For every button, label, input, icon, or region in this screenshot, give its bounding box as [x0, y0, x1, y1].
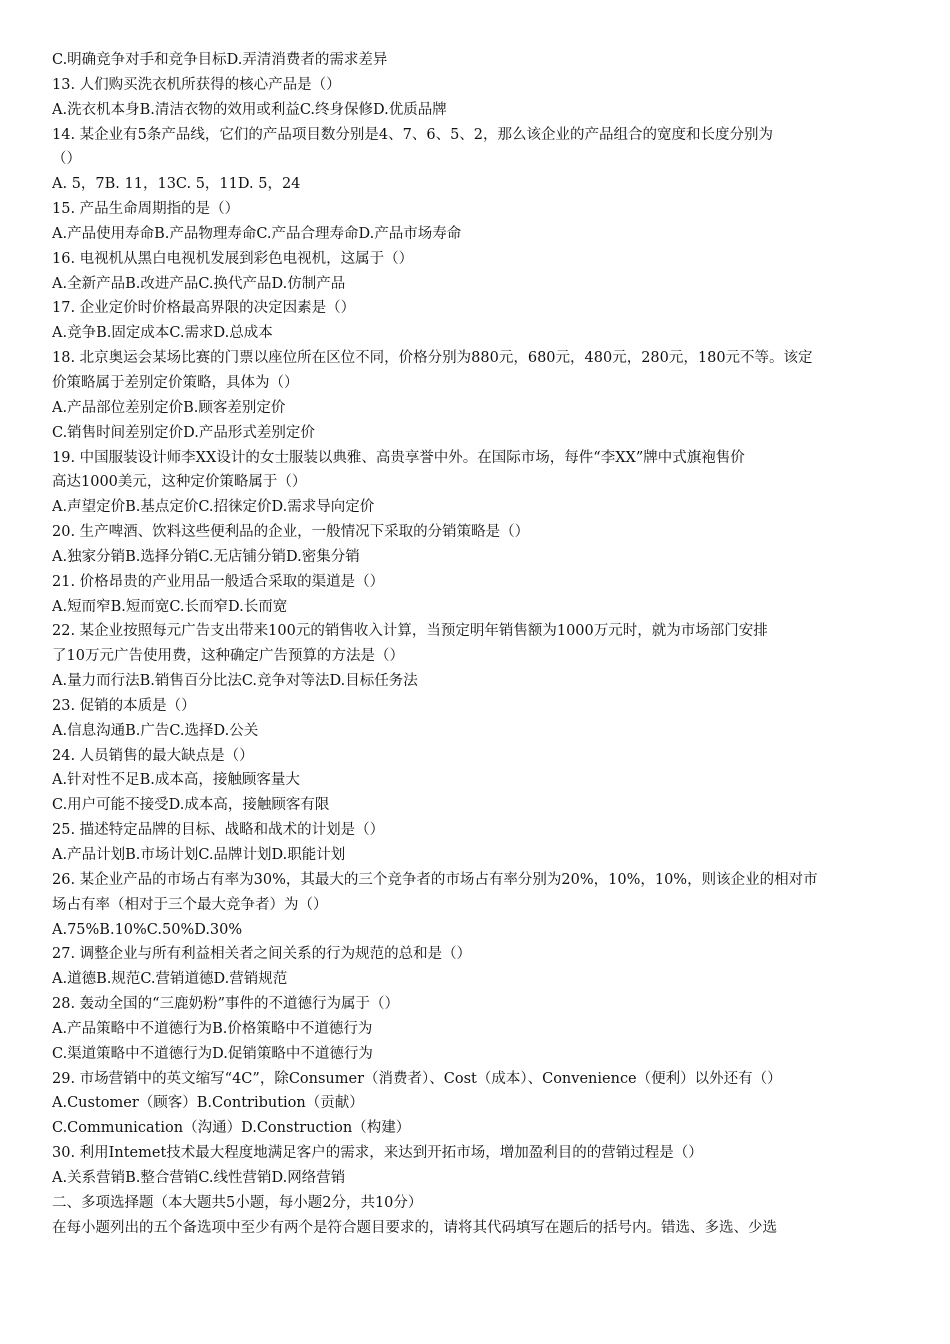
text-line: A.关系营销B.整合营销C.线性营销D.网络营销 — [52, 1169, 346, 1186]
text-line: 28. 轰动全国的“三鹿奶粉”事件的不道德行为属于（） — [52, 996, 399, 1013]
text-line: A.产品计划B.市场计划C.品牌计划D.职能计划 — [52, 847, 346, 863]
text-line: A.声望定价B.基点定价C.招徕定价D.需求导向定价 — [52, 499, 375, 516]
text-line: C.Communication（沟通）D.Construction（构建） — [52, 1120, 411, 1137]
text-line: 18. 北京奥运会某场比赛的门票以座位所在区位不同，价格分别为880元，680元，480元，280元，180元不等。该定 — [52, 350, 813, 367]
text-line: A.独家分销B.选择分销C.无店铺分销D.密集分销 — [52, 548, 360, 565]
text-line: 25. 描述特定品牌的目标、战略和战术的计划是（） — [52, 822, 385, 839]
text-line: A. 5，7B. 11，13C. 5，11D. 5，24 — [52, 176, 301, 193]
text-line: A.信息沟通B.广告C.选择D.公关 — [52, 722, 259, 739]
text-line: 了10万元广告使用费，这种确定广告预算的方法是（） — [52, 648, 404, 665]
text-line: 30. 利用Intemet技术最大程度地满足客户的需求，来达到开拓市场，增加盈利目的的营销过程是（） — [52, 1145, 703, 1162]
document-body — [52, 48, 912, 1241]
text-line: 19. 中国服装设计师李XX设计的女士服装以典雅、高贵享誉中外。在国际市场，每件“李XX”牌中式旗袍售价 — [52, 449, 745, 466]
text-line: 27. 调整企业与所有利益相关者之间关系的行为规范的总和是（） — [52, 946, 472, 963]
text-line: A.全新产品B.改进产品C.换代产品D.仿制产品 — [52, 275, 346, 292]
text-line: A.量力而行法B.销售百分比法C.竞争对等法D.目标任务法 — [52, 673, 418, 690]
text-line: 20. 生产啤酒、饮料这些便利品的企业，一般情况下采取的分销策略是（） — [52, 524, 530, 541]
text-line: （） — [52, 151, 81, 168]
text-line: A.产品部位差别定价B.顾客差别定价 — [52, 399, 286, 416]
text-line: 14. 某企业有5条产品线，它们的产品项目数分别是4、7、6、5、2，那么该企业的产品组合的宽度和长度分别为 — [52, 126, 774, 143]
text-line: 22. 某企业按照每元广告支出带来100元的销售收入计算，当预定明年销售额为1000万元时，就为市场部门安排 — [52, 623, 768, 640]
text-line: A.道德B.规范C.营销道德D.营销规范 — [52, 971, 288, 988]
text-line: A.竞争B.固定成本C.需求D.总成本 — [52, 325, 273, 342]
text-line: A.Customer（顾客）B.Contribution（贡献） — [52, 1095, 364, 1112]
text-line: 15. 产品生命周期指的是（） — [52, 201, 240, 218]
text-line: 29. 市场营销中的英文缩写“4C”，除Consumer（消费者）、Cost（成本）、Convenience（便利）以外还有（） — [52, 1070, 782, 1087]
text-line: 价策略属于差别定价策略，具体为（） — [52, 374, 299, 391]
text-line: 26. 某企业产品的市场占有率为30%，其最大的三个竞争者的市场占有率分别为20%，10%，10%，则该企业的相对市 — [52, 871, 818, 888]
text-line: C.明确竞争对手和竞争目标D.弄清消费者的需求差异 — [52, 52, 388, 68]
text-line: 17. 企业定价时价格最高界限的决定因素是（） — [52, 300, 356, 317]
text-line: A.75%B.10%C.50%D.30% — [52, 921, 243, 938]
text-line: C.销售时间差别定价D.产品形式差别定价 — [52, 424, 315, 441]
text-line: A.短而窄B.短而宽C.长而窄D.长而宽 — [52, 598, 288, 615]
text-line: 场占有率（相对于三个最大竞争者）为（） — [52, 896, 328, 913]
text-line: 16. 电视机从黑白电视机发展到彩色电视机，这属于（） — [52, 250, 414, 267]
text-line: A.针对性不足B.成本高，接触顾客量大 — [52, 772, 300, 789]
text-line: 21. 价格昂贵的产业用品一般适合采取的渠道是（） — [52, 573, 385, 590]
text-line: C.用户可能不接受D.成本高，接触顾客有限 — [52, 797, 330, 814]
text-line: 13. 人们购买洗衣机所获得的核心产品是（） — [52, 76, 341, 93]
text-line: 二、多项选择题（本大题共5小题，每小题2分，共10分） — [52, 1194, 423, 1211]
text-line: A.洗衣机本身B.清洁衣物的效用或利益C.终身保修D.优质品牌 — [52, 101, 447, 118]
text-line: A.产品使用寿命B.产品物理寿命C.产品合理寿命D.产品市场寿命 — [52, 225, 462, 242]
text-line: 高达1000美元，这种定价策略属于（） — [52, 474, 307, 491]
text-line: A.产品策略中不道德行为B.价格策略中不道德行为 — [52, 1020, 373, 1037]
text-line: 在每小题列出的五个备选项中至少有两个是符合题目要求的，请将其代码填写在题后的括号内。错选、多选、少选 — [52, 1219, 777, 1236]
text-line: C.渠道策略中不道德行为D.促销策略中不道德行为 — [52, 1045, 373, 1062]
text-line: 23. 促销的本质是（） — [52, 697, 196, 714]
text-line: 24. 人员销售的最大缺点是（） — [52, 747, 254, 764]
